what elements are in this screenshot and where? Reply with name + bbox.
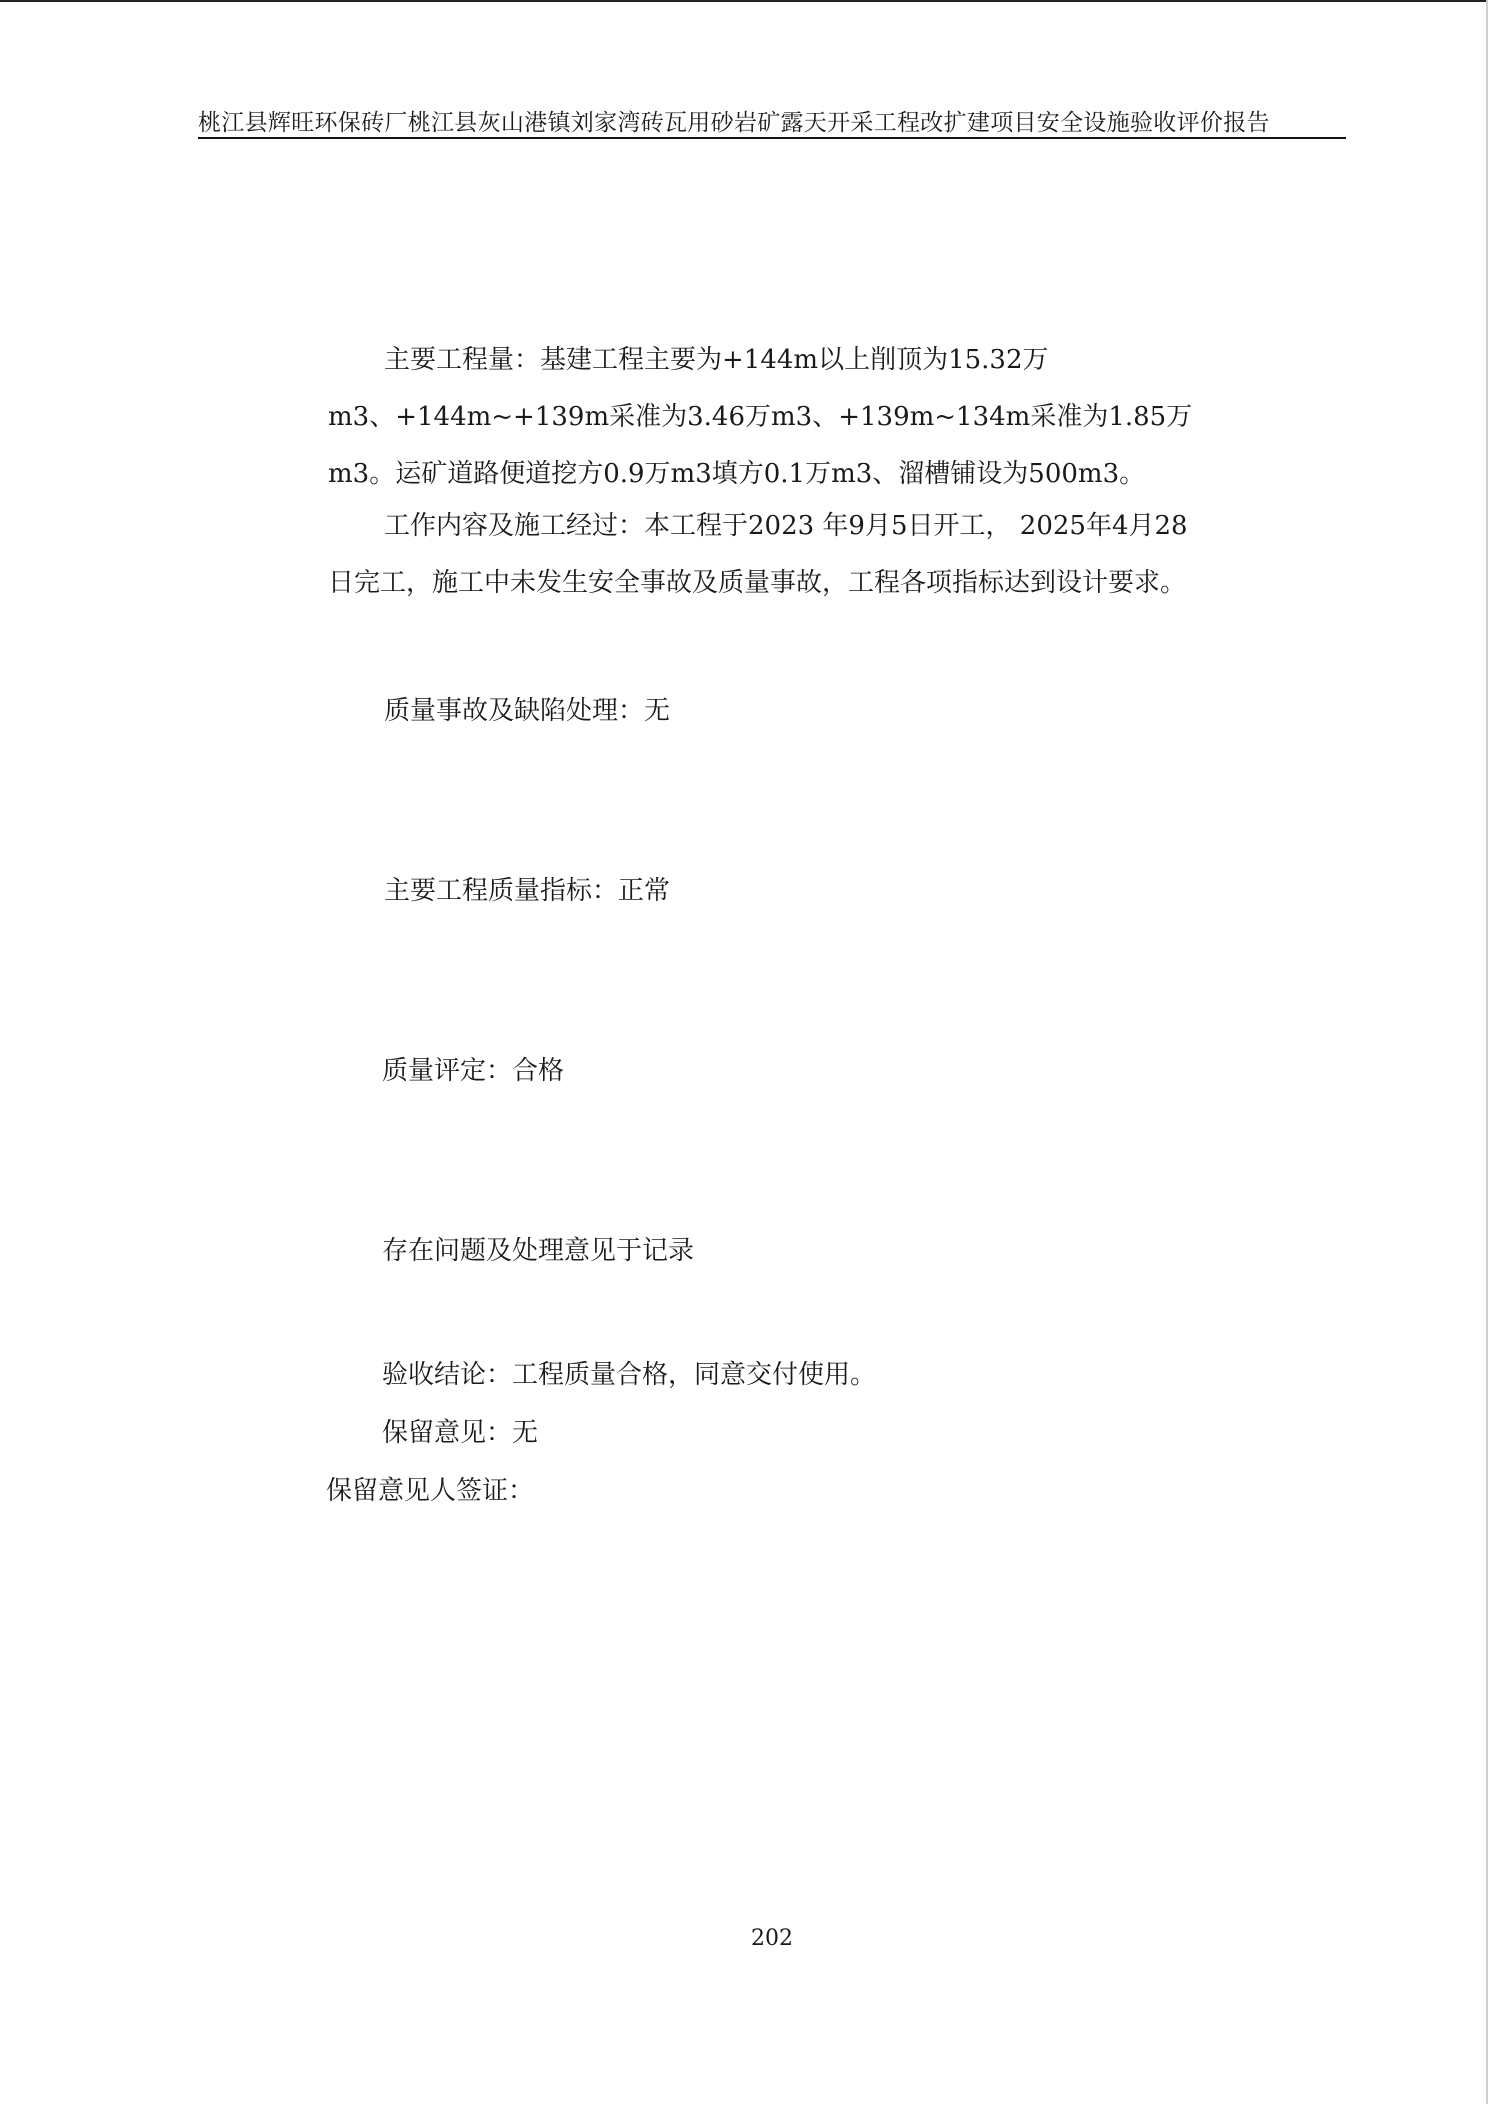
quality-indicator-line: 主要工程质量指标：正常: [384, 876, 671, 906]
header-rule: [198, 137, 1346, 139]
issues-line: 存在问题及处理意见于记录: [382, 1236, 695, 1266]
reservations-line: 保留意见：无: [382, 1418, 539, 1448]
page-number: 202: [751, 1926, 793, 1951]
running-header: 桃江县辉旺环保砖厂桃江县灰山港镇刘家湾砖瓦用砂岩矿露天开采工程改扩建项目安全设施验收评价报告: [198, 110, 1270, 136]
quality-rating-line: 质量评定：合格: [382, 1056, 565, 1086]
quantities-paragraph: 主要工程量：基建工程主要为+144m以上削顶为15.32万m3、+144m~+139m采准为3.46万m3、+139m~134m采准为1.85万m3。运矿道路便道挖方0.9万m3填方0.1万m3、溜槽铺设为500m3。: [328, 345, 1193, 489]
reservation-signature-line: 保留意见人签证：: [326, 1476, 535, 1506]
defect-handling-line: 质量事故及缺陷处理：无: [384, 696, 671, 726]
work-content-paragraph: 工作内容及施工经过：本工程于2023 年9月5日开工， 2025年4月28日完工，施工中未发生安全事故及质量事故，工程各项指标达到设计要求。: [328, 511, 1188, 598]
acceptance-conclusion-line: 验收结论：工程质量合格，同意交付使用。: [382, 1360, 877, 1390]
page-top-edge: [0, 0, 1488, 2]
